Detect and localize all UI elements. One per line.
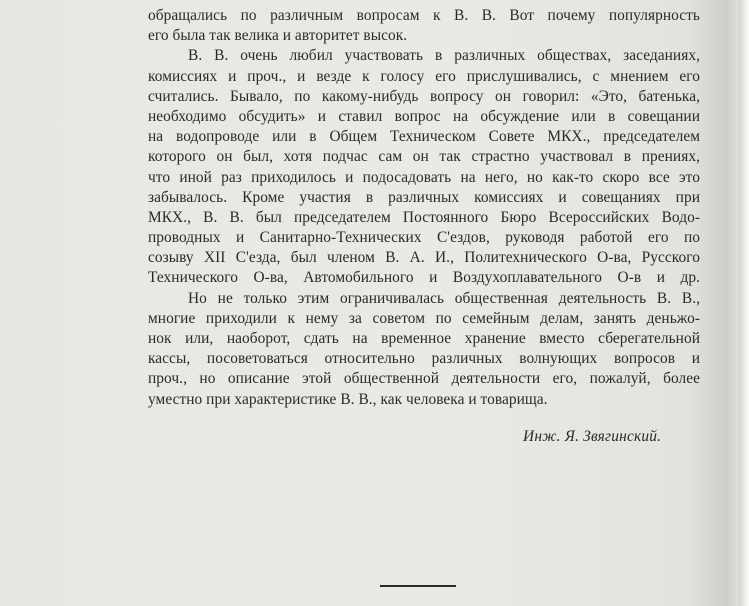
text-line: проч., но описание этой общественной деятельности его, пожалуй, более xyxy=(148,370,700,388)
text-line: обращались по различным вопросам к В. В. Вот почему популярность xyxy=(148,7,700,24)
text-line: уместно при характеристике В. В., как человека и товарища. xyxy=(148,390,548,408)
text-line: МКХ., В. В. был председателем Постоянного Бюро Всероссийских Водо- xyxy=(148,208,700,226)
text-line: комиссиях и проч., и везде к голосу его прислушивались, с мнением его xyxy=(148,67,700,85)
text-line: считались. Бывало, по какому-нибудь вопросу он говорил: «Это, батенька, xyxy=(148,87,700,105)
text-block xyxy=(148,6,700,410)
text-line: которого он был, хотя подчас сам он так страстно участвовал в прениях, xyxy=(148,148,700,166)
text-line: нок или, наоборот, сдать на временное хранение вместо сберегательной xyxy=(148,330,700,347)
text-line: проводных и Санитарно-Технических С'ездов, руководя работой его по xyxy=(148,229,700,247)
text-line: на водопроводе или в Общем Техническом Совете МКХ., председателем xyxy=(148,128,700,146)
text-line: необходимо обсудить» и ставил вопрос на обсуждение или в совещании xyxy=(148,107,700,125)
author-signature: Инж. Я. Звягинский. xyxy=(523,428,662,445)
text-line: что иной раз приходилось и подосадовать на него, но как-то скоро все это xyxy=(148,168,700,186)
page-edge xyxy=(739,0,749,606)
text-line: его была так велика и авторитет высок. xyxy=(148,27,408,45)
text-line: Но не только этим ограничивалась общественная деятельность В. В., xyxy=(188,289,700,307)
text-line: многие приходили к нему за советом по семейным делам, занять деньжо- xyxy=(148,309,700,327)
text-line: созыву XII С'езда, был членом В. А. И., Политехнического О-ва, Русского xyxy=(148,249,700,267)
text-line: Технического О-ва, Автомобильного и Воздухоплавательного О-в и др. xyxy=(148,269,700,287)
text-line: кассы, посоветоваться относительно различных волнующих вопросов и xyxy=(148,350,700,368)
text-line: В. В. очень любил участвовать в различных обществах, заседаниях, xyxy=(188,47,700,65)
text-line: забывалось. Кроме участия в различных комиссиях и совещаниях при xyxy=(148,188,700,206)
section-divider xyxy=(380,585,456,587)
